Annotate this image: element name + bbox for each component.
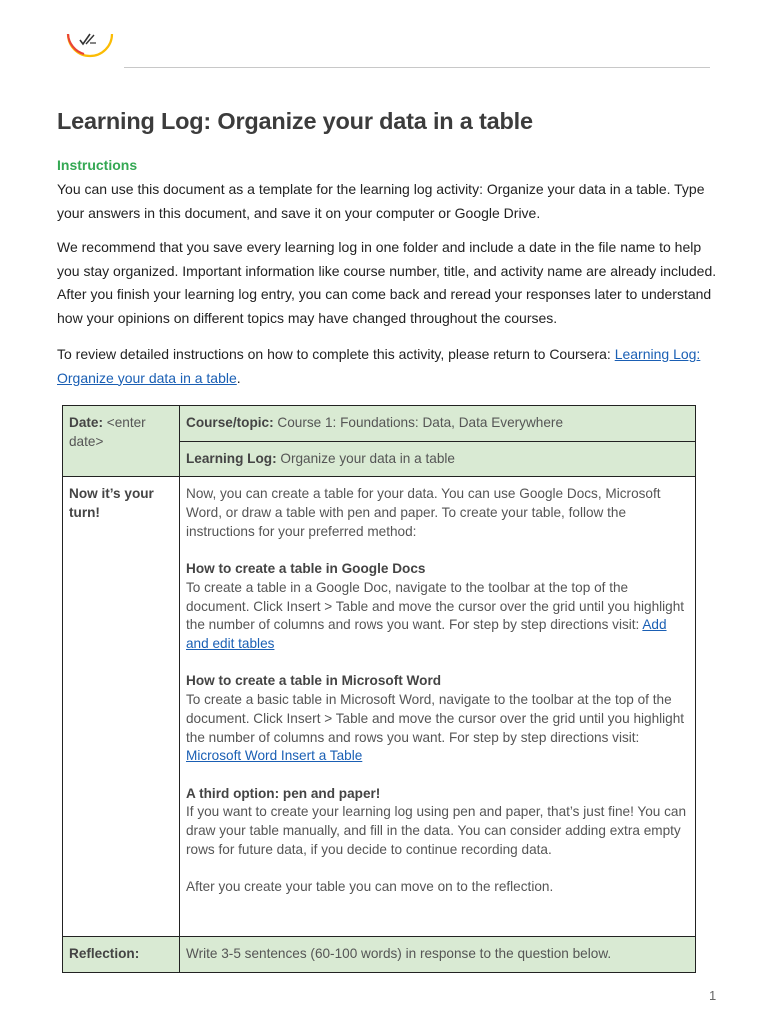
date-label: Date:	[69, 415, 103, 430]
learning-log-table	[62, 405, 696, 973]
date-value: <enter date>	[69, 415, 146, 449]
pen-paper-text: If you want to create your learning log using pen and paper, that’s just fine! You can draw your table manually, and fill in the data. You can consider adding extra empty rows for future data, if you decide to continue recording data.	[186, 804, 687, 857]
your-turn-content-cell[interactable]	[180, 477, 696, 937]
page-title: Learning Log: Organize your data in a table	[57, 108, 533, 134]
add-edit-tables-link[interactable]: Add and edit tables	[186, 617, 667, 652]
reflection-prompt: Write 3-5 sentences (60-100 words) in response to the question below.	[186, 946, 612, 962]
google-docs-text: To create a table in a Google Doc, navigate to the toolbar at the top of the document. Click Insert > Table and move the cursor over the grid until you highlight the number of columns and rows you want. For step by step directions visit:	[186, 579, 685, 633]
your-turn-label: Now it’s your turn!	[69, 486, 154, 521]
microsoft-word-text: To create a basic table in Microsoft Word, navigate to the toolbar at the top of the document. Click Insert > Table and move the cursor over the grid until you highlight the number of columns and rows you want. For step by step directions visit:	[186, 692, 685, 745]
instructions-paragraph-1: You can use this document as a template for the learning log activity: Organize your data in a table. Type your answers in this document, and save it on your computer or Google Drive.	[57, 181, 705, 221]
pen-paper-heading: A third option: pen and paper!	[186, 785, 381, 801]
learning-log-label: Learning Log:	[186, 450, 277, 466]
date-cell[interactable]	[63, 406, 180, 477]
word-insert-table-link[interactable]: Microsoft Word Insert a Table	[186, 748, 363, 764]
after-table-text: After you create your table you can move on to the reflection.	[186, 879, 554, 895]
instructions-paragraph-2: We recommend that you save every learning log in one folder and include a date in the file name to help you stay organized. Important information like course number, title, and activity name are already included. After you finish your learning log entry, you can come back and reread your responses later to understand how your opinions on different topics may have changed throughout the courses.	[57, 239, 717, 326]
google-docs-section	[186, 560, 689, 654]
google-docs-heading: How to create a table in Google Docs	[186, 561, 426, 577]
instructions-heading: Instructions	[57, 157, 138, 173]
coursera-activity-link[interactable]: Learning Log: Organize your data in a table	[57, 346, 701, 386]
course-topic-label: Course/topic:	[186, 415, 274, 430]
course-topic-value: Course 1: Foundations: Data, Data Everywhere	[273, 415, 564, 430]
your-turn-intro: Now, you can create a table for your data. You can use Google Docs, Microsoft Word, or draw a table with pen and paper. To create your table, follow the instructions for your preferred method:	[186, 486, 661, 539]
header-divider	[124, 67, 710, 68]
coursera-return-text: To review detailed instructions on how to complete this activity, please return to Coursera:	[57, 346, 615, 362]
learning-log-value: Organize your data in a table	[276, 450, 455, 466]
your-turn-cell	[63, 477, 180, 937]
learning-log-cell	[180, 441, 696, 477]
reflection-label-cell	[63, 937, 180, 973]
microsoft-word-heading: How to create a table in Microsoft Word	[186, 673, 442, 689]
period: .	[236, 369, 241, 386]
pen-paper-section	[186, 785, 689, 860]
page-number: 1	[709, 988, 717, 1003]
microsoft-word-section	[186, 672, 689, 766]
course-topic-cell	[180, 406, 696, 442]
reflection-label: Reflection:	[69, 946, 140, 962]
coursera-learning-log-logo-icon	[62, 26, 118, 58]
reflection-prompt-cell[interactable]	[180, 937, 696, 973]
instructions-paragraph-3	[57, 343, 717, 390]
